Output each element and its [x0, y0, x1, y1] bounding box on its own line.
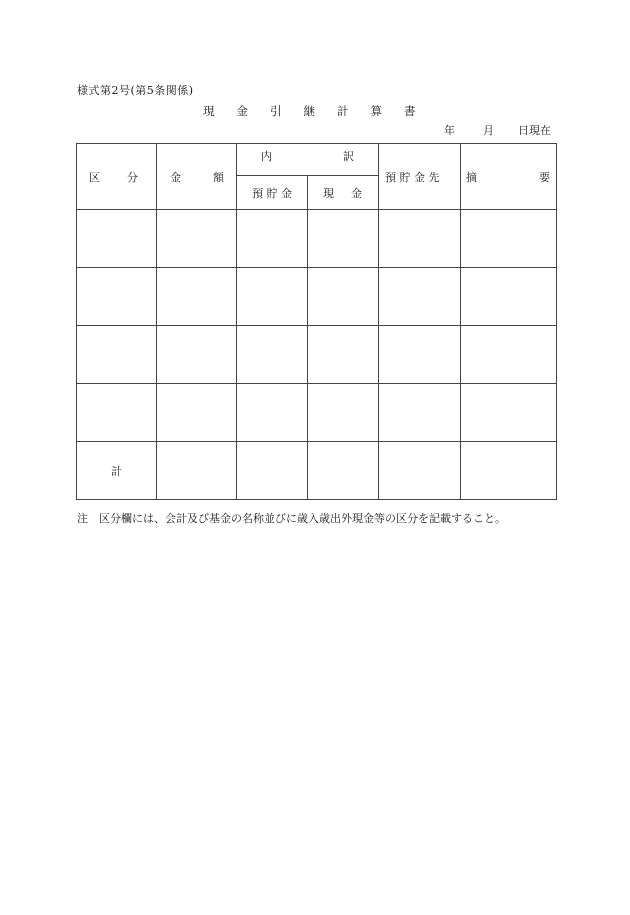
amount-cell[interactable] — [157, 384, 237, 442]
header-category — [77, 144, 157, 210]
header-breakdown-right: 訳 — [343, 149, 354, 163]
title-char: 計 — [337, 104, 349, 118]
table-row — [77, 268, 557, 326]
amount-cell[interactable] — [157, 268, 237, 326]
cash-cell[interactable] — [308, 384, 379, 442]
cash-cell[interactable] — [308, 326, 379, 384]
table-row — [77, 384, 557, 442]
title-char: 継 — [303, 104, 315, 118]
total-deposit-cell[interactable] — [237, 442, 308, 500]
remarks-cell[interactable] — [461, 326, 557, 384]
header-cash-right: 金 — [351, 186, 362, 200]
deposit-cell[interactable] — [237, 326, 308, 384]
category-cell[interactable] — [77, 326, 157, 384]
header-amount-right: 額 — [213, 170, 224, 184]
header-depository — [379, 144, 461, 210]
total-amount-cell[interactable] — [157, 442, 237, 500]
category-cell[interactable] — [77, 268, 157, 326]
header-row-top — [77, 144, 557, 176]
depository-cell[interactable] — [379, 326, 461, 384]
table-row — [77, 326, 557, 384]
deposit-cell[interactable] — [237, 268, 308, 326]
title-char: 引 — [270, 104, 282, 118]
header-amount — [157, 144, 237, 210]
total-row — [77, 442, 557, 500]
header-cash-left: 現 — [323, 186, 334, 200]
header-deposit — [237, 176, 308, 210]
date-month-label: 月 — [483, 124, 494, 137]
header-category-right: 分 — [127, 170, 138, 184]
form-number: 様式第2号(第5条関係) — [77, 84, 194, 97]
cash-cell[interactable] — [308, 210, 379, 268]
header-amount-left: 金 — [170, 170, 181, 184]
cash-cell[interactable] — [308, 268, 379, 326]
header-remarks-right: 要 — [539, 170, 550, 184]
amount-cell[interactable] — [157, 326, 237, 384]
header-remarks — [461, 144, 557, 210]
total-remarks-cell[interactable] — [461, 442, 557, 500]
depository-cell[interactable] — [379, 268, 461, 326]
deposit-cell[interactable] — [237, 210, 308, 268]
header-remarks-left: 摘 — [466, 170, 477, 184]
remarks-cell[interactable] — [461, 268, 557, 326]
title-char: 金 — [236, 104, 248, 118]
deposit-cell[interactable] — [237, 384, 308, 442]
amount-cell[interactable] — [157, 210, 237, 268]
header-breakdown — [237, 144, 379, 176]
remarks-cell[interactable] — [461, 384, 557, 442]
category-cell[interactable] — [77, 384, 157, 442]
header-category-left: 区 — [89, 170, 100, 184]
total-label-cell — [77, 442, 157, 500]
header-cash — [308, 176, 379, 210]
total-cash-cell[interactable] — [308, 442, 379, 500]
depository-cell[interactable] — [379, 210, 461, 268]
title-char: 算 — [370, 104, 382, 118]
document-title — [203, 103, 416, 119]
total-label: 計 — [111, 464, 122, 478]
date-day-status-label: 日現在 — [518, 124, 551, 137]
header-depository-label: 預 貯 金 先 — [385, 170, 440, 184]
remarks-cell[interactable] — [461, 210, 557, 268]
note-marker: 注 — [77, 512, 88, 525]
title-char: 書 — [404, 104, 416, 118]
category-cell[interactable] — [77, 210, 157, 268]
cash-handover-table — [76, 143, 557, 500]
title-char: 現 — [203, 104, 215, 118]
as-of-date-line — [444, 122, 551, 138]
footnote — [77, 510, 506, 526]
header-breakdown-left: 内 — [261, 149, 272, 163]
header-deposit-label: 預 貯 金 — [252, 186, 292, 200]
depository-cell[interactable] — [379, 384, 461, 442]
total-depository-cell[interactable] — [379, 442, 461, 500]
date-year-label: 年 — [444, 124, 455, 137]
table-row — [77, 210, 557, 268]
note-text: 区分欄には、会計及び基金の名称並びに歳入歳出外現金等の区分を記載すること。 — [99, 512, 506, 525]
